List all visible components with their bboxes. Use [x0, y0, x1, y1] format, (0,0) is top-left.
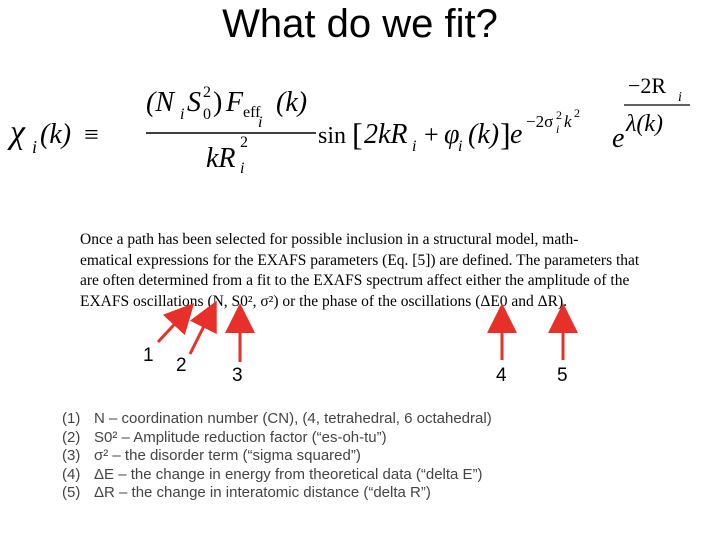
slide-title: What do we fit? [222, 2, 498, 46]
arrow-1 [158, 314, 184, 342]
list-item: (3) σ² – the disorder term (“sigma squared”) [62, 447, 361, 464]
svg-text:2: 2 [574, 106, 580, 120]
excerpt-line: Once a path has been selected for possible inclusion in a structural model, math- [80, 231, 579, 248]
svg-text:]: ] [500, 116, 511, 152]
svg-text:2: 2 [556, 108, 562, 122]
chi-symbol: χ [10, 114, 25, 151]
svg-text:[: [ [352, 116, 363, 152]
svg-text:(N: (N [146, 87, 174, 118]
marker-3: 3 [232, 365, 243, 386]
marker-4: 4 [496, 365, 507, 386]
svg-text:kR: kR [206, 143, 236, 174]
arrow-2 [190, 314, 210, 354]
svg-text:F: F [226, 87, 244, 118]
excerpt-line: EXAFS oscillations (N, S0², σ²) or the phase of the oscillations (ΔE0 and ΔR). [80, 292, 568, 310]
svg-text:i: i [678, 90, 682, 105]
marker-5: 5 [557, 365, 568, 386]
svg-text:(k): (k) [40, 119, 72, 150]
excerpt-line: ematical expressions for the EXAFS parameters (Eq. [5]) are defined. The parameters that [80, 251, 640, 269]
svg-text:sin: sin [318, 123, 347, 149]
svg-text:k: k [564, 112, 572, 131]
list-item: (2) S0² – Amplitude reduction factor (“es-oh-tu”) [62, 428, 387, 446]
svg-text:+: + [424, 120, 439, 149]
list-item: (5) ΔR – the change in interatomic distance (“delta R”) [62, 484, 431, 501]
list-item: (4) ΔE – the change in energy from theoretical data (“delta E”) [62, 465, 483, 483]
svg-text:): ) [213, 87, 223, 118]
svg-text:e: e [510, 119, 523, 150]
svg-text:φ: φ [444, 119, 460, 150]
svg-text:i: i [240, 160, 245, 177]
svg-text:2kR: 2kR [364, 119, 408, 150]
marker-2: 2 [176, 355, 187, 376]
svg-text:λ(k): λ(k) [626, 111, 664, 137]
svg-text:S: S [187, 87, 201, 118]
svg-text:2: 2 [240, 134, 248, 151]
svg-text:i: i [556, 122, 560, 136]
svg-text:2: 2 [203, 84, 211, 101]
svg-text:−2R: −2R [628, 73, 667, 98]
svg-text:i: i [180, 106, 185, 123]
svg-text:i: i [32, 137, 38, 157]
marker-1: 1 [143, 345, 154, 366]
svg-text:i: i [412, 138, 417, 155]
svg-text:eff: eff [243, 104, 261, 121]
parameter-list [62, 410, 492, 503]
svg-text:0: 0 [203, 106, 211, 123]
excerpt-line: are often determined from a fit to the EXAFS spectrum affect either the amplitude of the [80, 272, 630, 289]
svg-text:i: i [458, 138, 463, 155]
svg-text:(k): (k) [468, 119, 500, 150]
svg-text:e: e [612, 123, 625, 154]
svg-text:i: i [258, 114, 263, 131]
svg-text:≡: ≡ [84, 120, 99, 149]
list-item: (1) N – coordination number (CN), (4, tetrahedral, 6 octahedral) [62, 410, 492, 427]
svg-text:−2σ: −2σ [526, 112, 554, 131]
svg-text:(k): (k) [276, 87, 308, 118]
